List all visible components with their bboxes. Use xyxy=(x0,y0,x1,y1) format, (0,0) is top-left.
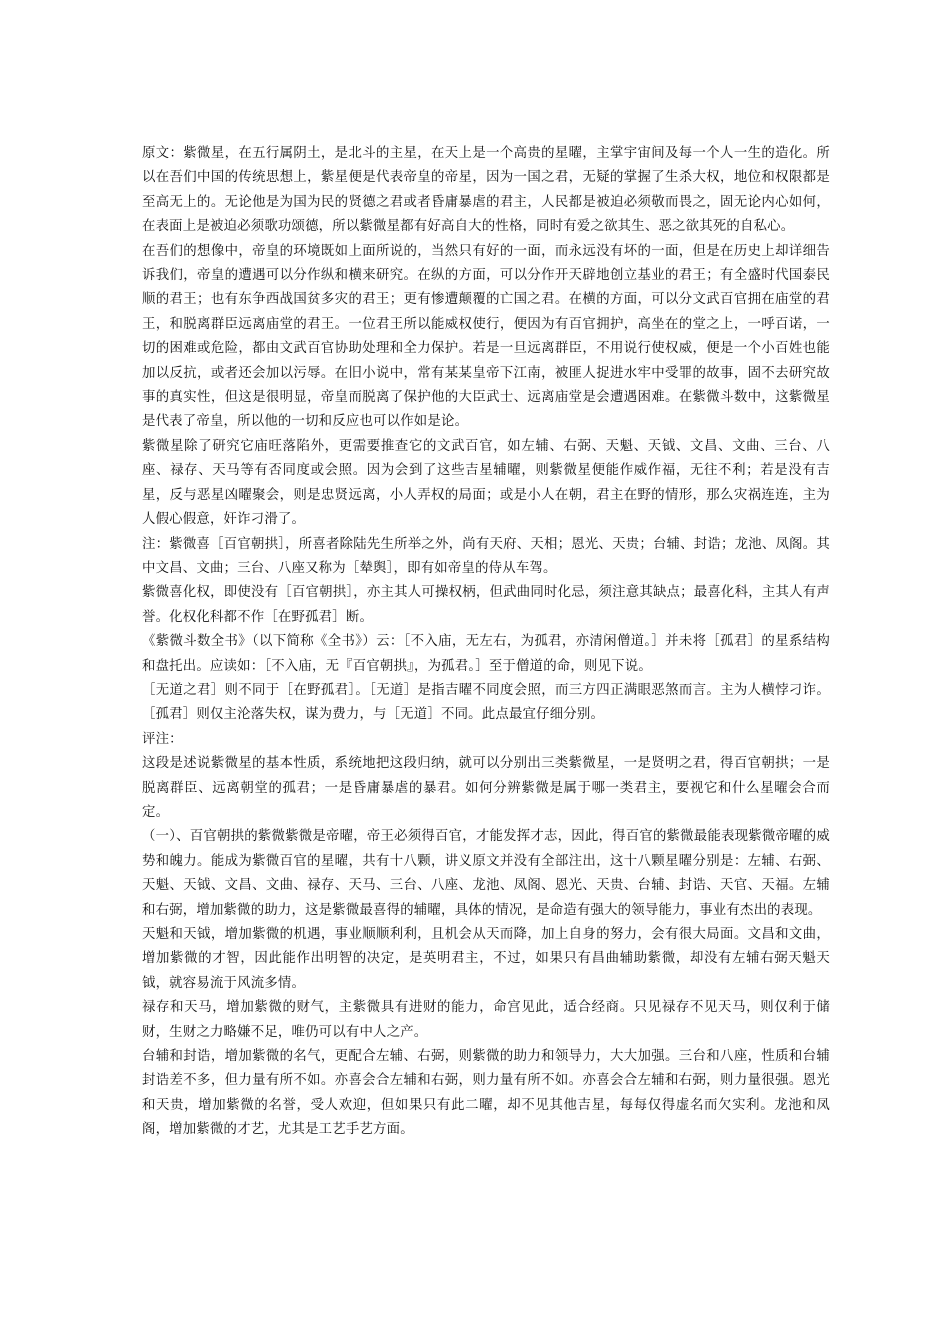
paragraph-note-officials: 注：紫微喜［百官朝拱］，所喜者除陆先生所举之外，尚有天府、天相；恩光、天贵；台辅、封诰；龙池、凤阁。其中文昌、文曲；三台、八座又称为［辇舆］，即有如帝皇的侍从车驾。 xyxy=(142,536,830,576)
document-page xyxy=(142,142,830,1143)
paragraph-commentary-heading: 评注： xyxy=(142,731,183,747)
paragraph-taifu-fenggao: 台辅和封诰，增加紫微的名气，更配合左辅、右弼，则紫微的助力和领导力，大大加强。三台和八座，性质和台辅封诰差不多，但力量有所不如。亦喜会合左辅和右弼，则力量有所不如。亦喜会合左辅和右弼，则力量很强。恩光和天贵，增加紫微的名誉，受人欢迎，但如果只有此二曜，却不见其他吉星，每每仅得虚名而欠实利。龙池和凤阁，增加紫微的才艺，尤其是工艺手艺方面。 xyxy=(142,1049,830,1138)
paragraph-section-one: （一）、百官朝拱的紫微紫微是帝曜，帝王必须得百官，才能发挥才志，因此，得百官的紫微最能表现紫微帝曜的威势和魄力。能成为紫微百官的星曜，共有十八颗，讲义原文并没有全部注出，这十八颗星曜分别是：左辅、右弼、天魁、天钺、文昌、文曲、禄存、天马、三台、八座、龙池、凤阁、恩光、天贵、台辅、封诰、天官、天福。左辅和右弼，增加紫微的助力，这是紫微最喜得的辅曜，具体的情况，是命造有强大的领导能力，事业有杰出的表现。 xyxy=(142,829,830,918)
paragraph-original-text: 原文：紫微星，在五行属阴土，是北斗的主星，在天上是一个高贵的星曜，主掌宇宙间及每一个人一生的造化。所以在吾们中国的传统思想上，紫星便是代表帝皇的帝星，因为一国之君，无疑的掌握了生杀大权，地位和权限都是至高无上的。无论他是为国为民的贤德之君或者昏庸暴虐的君主，人民都是被迫必须敬而畏之，固无论内心如何，在表面上是被迫必须歌功颂德，所以紫微星都有好高自大的性格，同时有爱之欲其生、恶之欲其死的自私心。 xyxy=(142,146,830,235)
paragraph-quanshu-quote: 《紫微斗数全书》（以下简称《全书》）云：［不入庙，无左右，为孤君，亦清闲僧道。］并未将［孤君］的星系结构和盘托出。应读如：［不入庙，无『百官朝拱』，为孤君。］至于僧道的命，则见下说。 xyxy=(142,634,830,674)
paragraph-officials: 紫微星除了研究它庙旺落陷外，更需要推查它的文武百官，如左辅、右弼、天魁、天钺、文昌、文曲、三台、八座、禄存、天马等有否同度或会照。因为会到了这些吉星辅曜，则紫微星便能作威作福，无往不利；若是没有吉星，反与恶星凶曜聚会，则是忠贤远离，小人弄权的局面；或是小人在朝，君主在野的情形，那么灾祸连连，主为人假心假意，奸诈刁滑了。 xyxy=(142,438,830,528)
paragraph-three-types: 这段是述说紫微星的基本性质，系统地把这段归纳，就可以分别出三类紫微星，一是贤明之君，得百官朝拱；一是脱离群臣、远离朝堂的孤君；一是昏庸暴虐的暴君。如何分辨紫微是属于哪一类君主，要视它和什么星曜会合而定。 xyxy=(142,756,830,820)
paragraph-hua-quan: 紫微喜化权，即使没有［百官朝拱］，亦主其人可操权柄，但武曲同时化忌，须注意其缺点；最喜化科，主其人有声誉。化权化科都不作［在野孤君］断。 xyxy=(142,585,830,625)
paragraph-imperial-environment: 在吾们的想像中，帝皇的环境既如上面所说的，当然只有好的一面，而永远没有坏的一面，但是在历史上却详细告诉我们，帝皇的遭遇可以分作纵和横来研究。在纵的方面，可以分作开天辟地创立基业的君王；有全盛时代国泰民顺的君王；也有东争西战国贫多灾的君王；更有惨遭颠覆的亡国之君。在横的方面，可以分文武百官拥在庙堂的君王，和脱离群臣远离庙堂的君王。一位君王所以能威权使行，便因为有百官拥护，高坐在的堂之上，一呼百诺，一切的困难或危险，都由文武百官协助处理和全力保护。若是一旦远离群臣，不用说行使权威，便是一个小百姓也能加以反抗，或者还会加以污辱。在旧小说中，常有某某皇帝下江南，被匪人捉进水牢中受罪的故事，固不去研究故事的真实性，但这是很明显，帝皇而脱离了保护他的大臣武士、远离庙堂是会遭遇困难。在紫微斗数中，这紫微星是代表了帝皇，所以他的一切和反应也可以作如是论。 xyxy=(142,243,830,430)
paragraph-wudao-zhijun: ［无道之君］则不同于［在野孤君］。［无道］是指吉曜不同度会照，而三方四正满眼恶煞而言。主为人横悖刁诈。［孤君］则仅主沦落失权，谋为费力，与［无道］不同。此点最宜仔细分别。 xyxy=(142,682,830,723)
paragraph-lucun-tianma: 禄存和天马，增加紫微的财气，主紫微具有进财的能力，命宫见此，适合经商。只见禄存不见天马，则仅利于储财，生财之力略嫌不足，唯仍可以有中人之产。 xyxy=(142,1000,830,1040)
paragraph-kui-yue: 天魁和天钺，增加紫微的机遇，事业顺顺利利，且机会从天而降，加上自身的努力，会有很大局面。文昌和文曲，增加紫微的才智，因此能作出明智的决定，是英明君主，不过，如果只有昌曲辅助紫微，却没有左辅右弼天魁天钺，就容易流于风流多情。 xyxy=(142,927,830,991)
